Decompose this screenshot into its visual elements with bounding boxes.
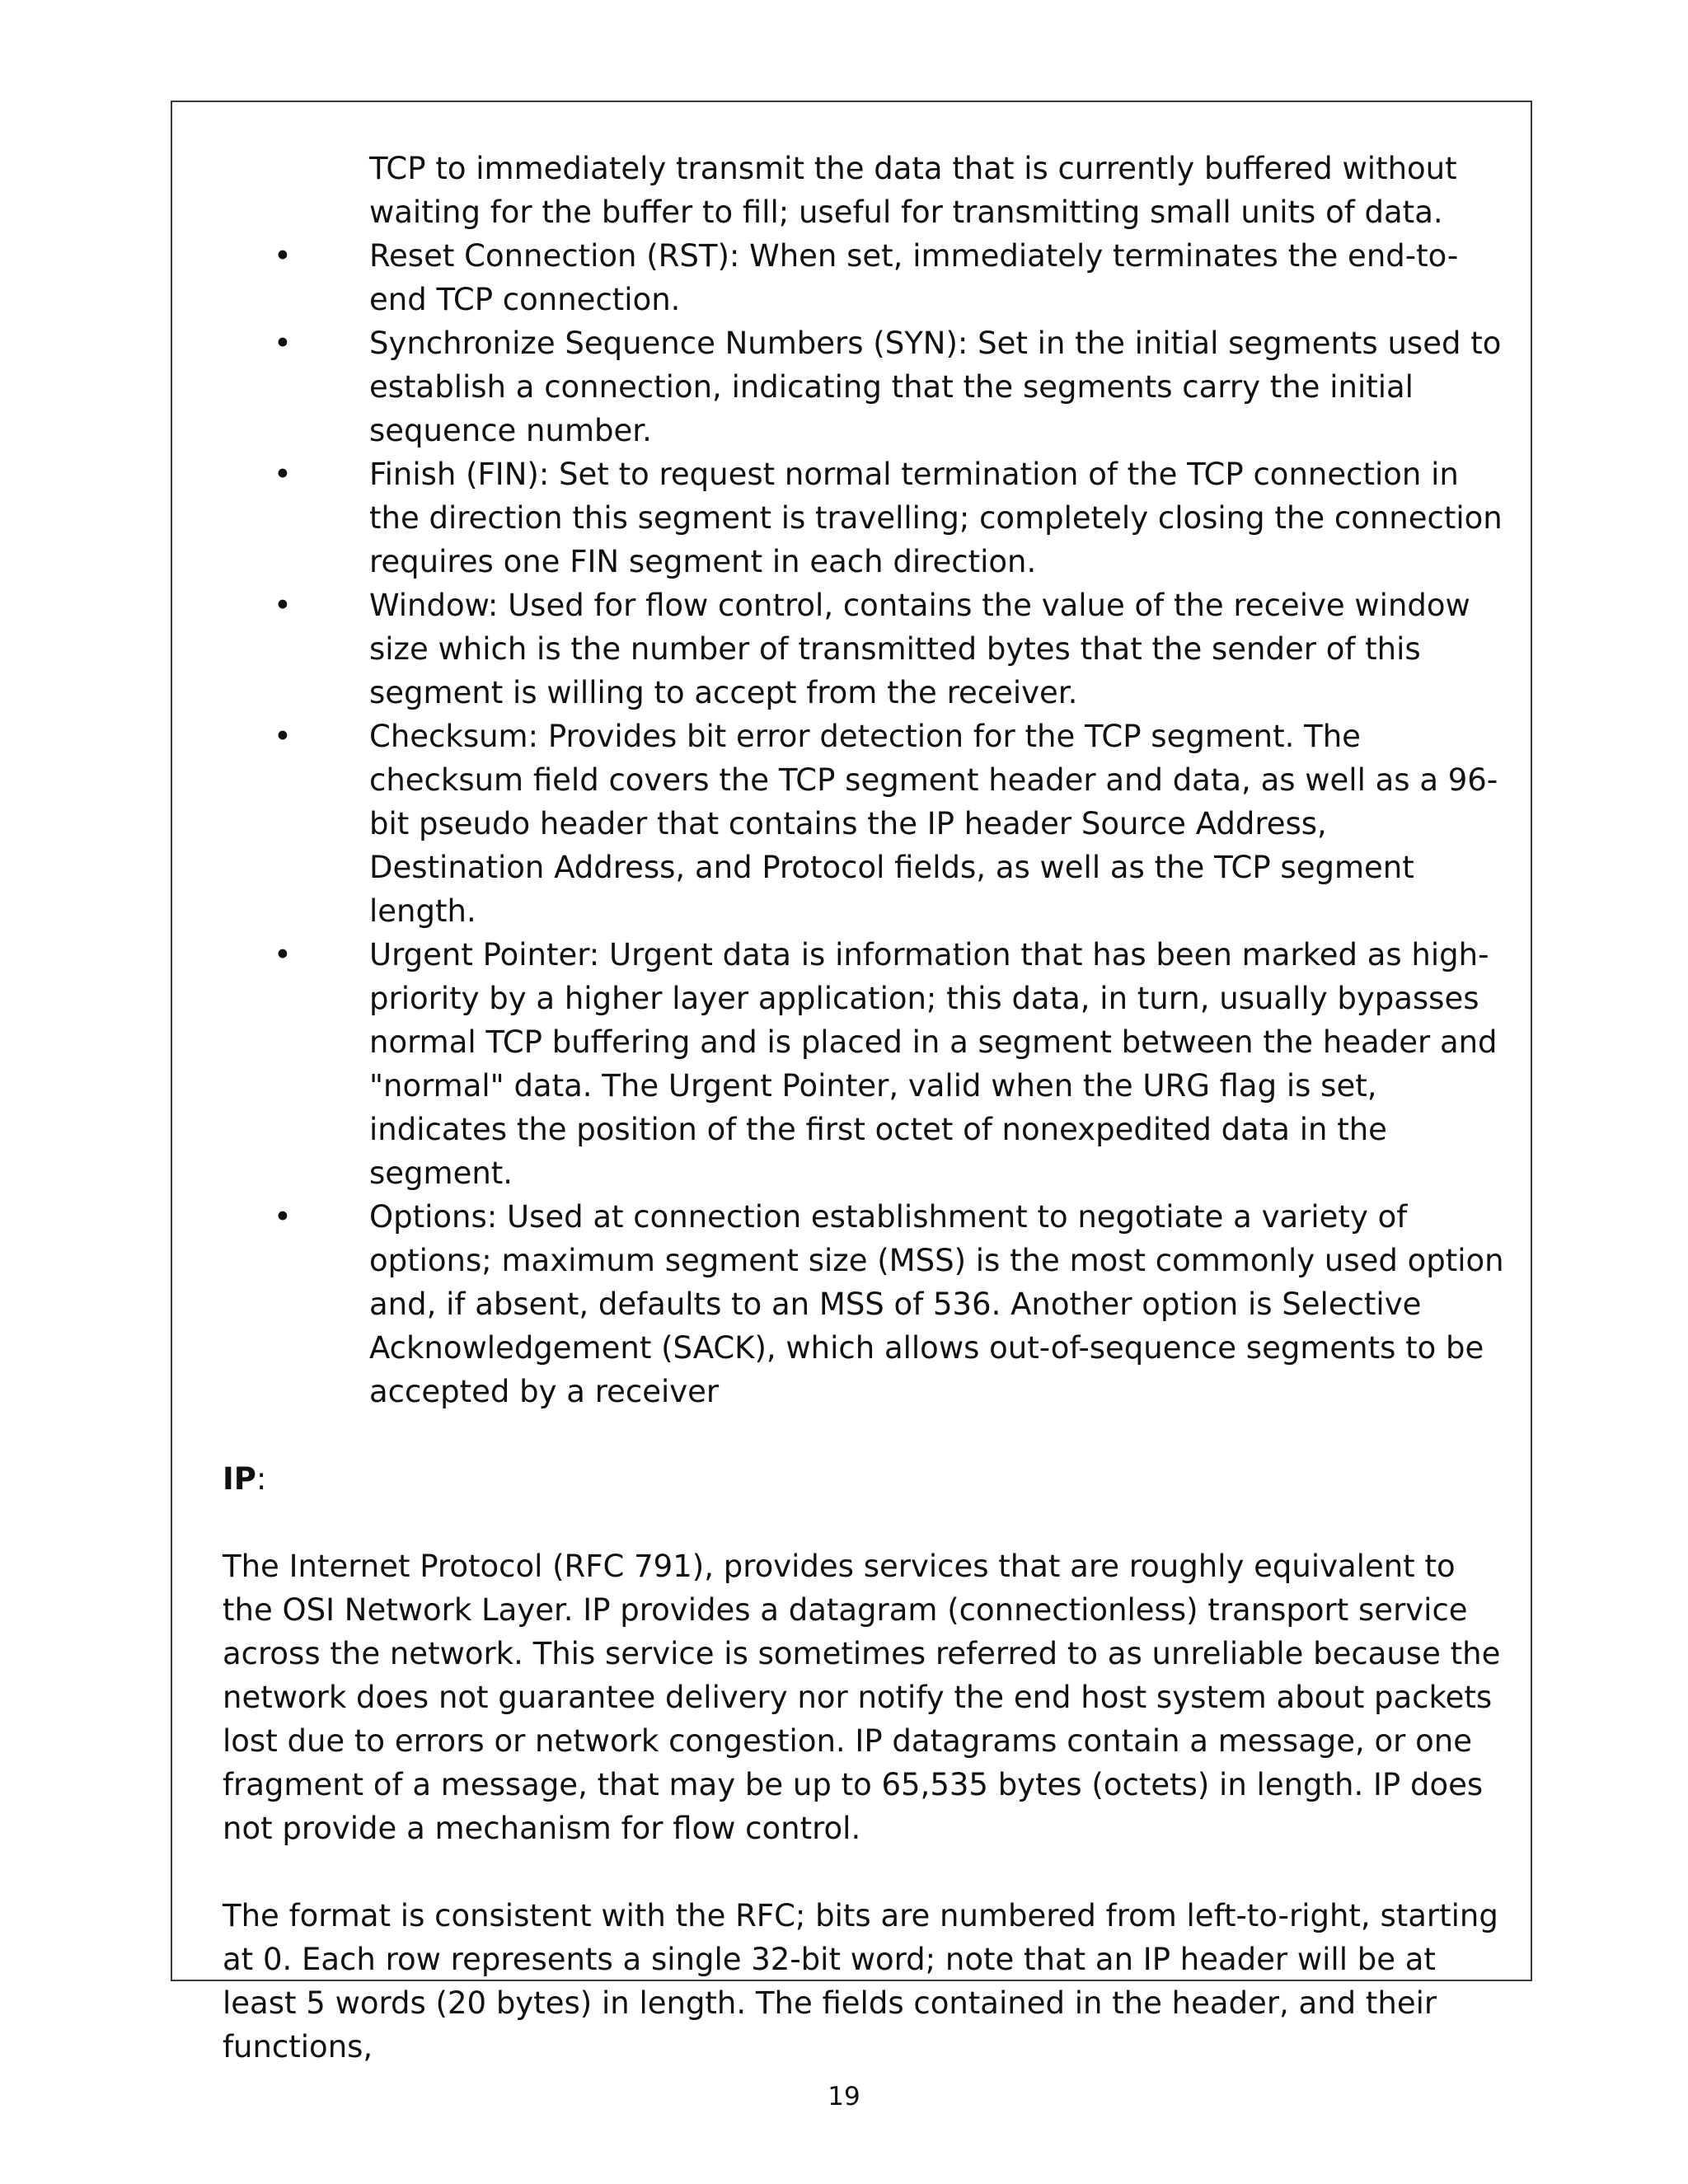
list-item <box>223 234 1508 321</box>
page-number: 19 <box>828 2082 860 2111</box>
continuation-text: TCP to immediately transmit the data that is currently buffered without waiting for the buffer to fill; useful for transmitting small units of data. <box>369 151 1457 230</box>
section-heading-colon: : <box>256 1461 267 1497</box>
list-item <box>223 321 1508 452</box>
paragraph-ip-format: The format is consistent with the RFC; bits are numbered from left-to-right, starting at 0. Each row represents a single 32-bit word; note that an IP header will be at least 5 words (20 bytes) in length. The fields contained in the header, and their functions, <box>223 1898 1498 2064</box>
bullet-icon: • <box>274 238 292 274</box>
bullet-icon: • <box>274 1199 292 1235</box>
list-item-text: Finish (FIN): Set to request normal termination of the TCP connection in the direction this segment is travelling; completely closing the connection requires one FIN segment in each direction. <box>369 457 1503 579</box>
bullet-icon: • <box>274 326 292 361</box>
section-heading <box>223 1457 1508 1501</box>
list-item <box>223 933 1508 1195</box>
bullet-icon: • <box>274 719 292 754</box>
list-item-text: Reset Connection (RST): When set, immediately terminates the end-to-end TCP connection. <box>369 238 1459 317</box>
bullet-icon: • <box>274 937 292 972</box>
list-item-text: Window: Used for flow control, contains the value of the receive window size which is the number of transmitted bytes that the sender of this segment is willing to accept from the receiver. <box>369 588 1470 710</box>
page-content <box>223 147 1508 2069</box>
paragraph-ip-intro: The Internet Protocol (RFC 791), provides services that are roughly equivalent to the OSI Network Layer. IP provides a datagram (connectionless) transport service across the network. This service is sometimes referred to as unreliable because the network does not guarantee delivery nor notify the end host system about packets lost due to errors or network congestion. IP datagrams contain a message, or one fragment of a message, that may be up to 65,535 bytes (octets) in length. IP does not provide a mechanism for flow control. <box>223 1549 1501 1846</box>
list-item-text: Urgent Pointer: Urgent data is information that has been marked as high-priority by a higher layer application; this data, in turn, usually bypasses normal TCP buffering and is placed in a segment between the header and "normal" data. The Urgent Pointer, valid when the URG flag is set, indicates the position of the first octet of nonexpedited data in the segment. <box>369 937 1498 1191</box>
bullet-icon: • <box>274 457 292 492</box>
bullet-icon: • <box>274 588 292 623</box>
section-heading-label: IP <box>223 1461 256 1497</box>
list-item-text: Synchronize Sequence Numbers (SYN): Set in the initial segments used to establish a connection, indicating that the segments carry the initial sequence number. <box>369 326 1502 448</box>
list-item-continuation <box>223 147 1508 234</box>
tcp-field-list <box>223 147 1508 1413</box>
list-item-text: Checksum: Provides bit error detection for the TCP segment. The checksum field covers the TCP segment header and data, as well as a 96-bit pseudo header that contains the IP header Source Address, Destination Address, and Protocol fields, as well as the TCP segment length. <box>369 719 1498 929</box>
list-item <box>223 1195 1508 1413</box>
list-item-text: Options: Used at connection establishment to negotiate a variety of options; maximum segment size (MSS) is the most commonly used option and, if absent, defaults to an MSS of 536. Another option is Selective Acknowledgement (SACK), which allows out-of-sequence segments to be accepted by a receiver <box>369 1199 1504 1409</box>
list-item <box>223 583 1508 715</box>
list-item <box>223 452 1508 583</box>
list-item <box>223 715 1508 933</box>
